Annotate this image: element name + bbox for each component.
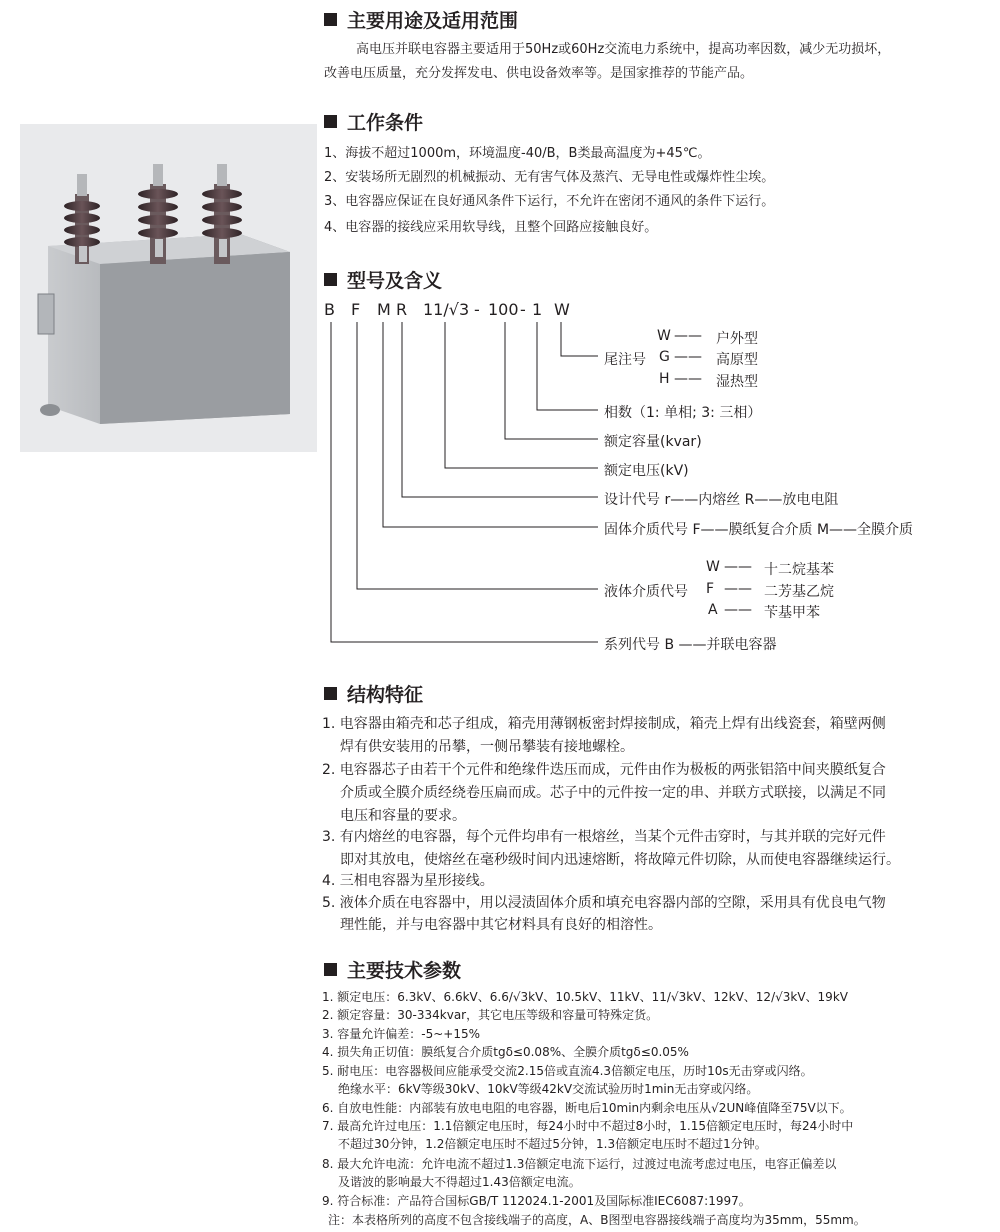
structure-line: 1. 电容器由箱壳和芯子组成，箱壳用薄钢板密封焊接制成，箱壳上焊有出线瓷套，箱壁两侧 <box>322 716 886 732</box>
code-phase: 1 <box>532 300 543 319</box>
code-B: B <box>324 300 335 319</box>
model-design: 设计代号 r——内熔丝 R——放电电阻 <box>604 492 839 508</box>
param-line: 7. 最高允许过电压：1.1倍额定电压时，每24小时中不超过8小时，1.15倍额定电压时，每24小时中 <box>322 1119 854 1133</box>
usage-line-2: 改善电压质量，充分发挥发电、供电设备效率等。是国家推荐的节能产品。 <box>324 66 754 81</box>
structure-line: 2. 电容器芯子由若干个元件和绝缘件迭压而成，元件由作为极板的两张铝箔中间夹膜纸复合 <box>322 762 886 778</box>
structure-line: 电压和容量的要求。 <box>340 808 466 824</box>
liquid-item-code: F <box>706 581 715 597</box>
model-phase: 相数（1: 单相; 3: 三相） <box>604 405 762 421</box>
structure-line: 5. 液体介质在电容器中，用以浸渍固体介质和填充电容器内部的空隙，采用具有优良电气物 <box>322 895 886 911</box>
condition-item: 1、海拔不超过1000m，环境温度-40/B，B类最高温度为+45℃。 <box>324 146 711 161</box>
condition-item: 4、电容器的接线应采用软导线，且整个回路应接触良好。 <box>324 220 658 235</box>
param-line: 2. 额定容量：30-334kvar，其它电压等级和容量可特殊定货。 <box>322 1008 659 1022</box>
param-line: 3. 容量允许偏差：-5~+15% <box>322 1027 481 1041</box>
suffix-label: 尾注号 <box>604 352 646 368</box>
structure-line: 3. 有内熔丝的电容器，每个元件均串有一根熔丝，当某个元件击穿时，与其并联的完好元件 <box>322 829 886 845</box>
model-solid: 固体介质代号 F——膜纸复合介质 M——全膜介质 <box>604 522 914 538</box>
liquid-item-code: A <box>708 602 718 618</box>
square-bullet-icon <box>324 963 337 976</box>
model-capacity: 额定容量(kvar) <box>604 434 702 450</box>
code-voltage: 11/√3 <box>423 300 470 319</box>
condition-item: 2、安装场所无剧烈的机械振动、无有害气体及蒸汽、无导电性或爆炸性尘埃。 <box>324 170 775 185</box>
suffix-item-dash: —— <box>674 349 702 365</box>
param-note: 注：本表格所列的高度不包含接线端子的高度，A、B图型电容器接线端子高度均为35mm，55mm。 <box>328 1213 866 1227</box>
section-title-structure: 结构特征 <box>324 680 423 707</box>
liquid-item-text: 苄基甲苯 <box>764 605 820 621</box>
liquid-item-dash: —— <box>724 581 752 597</box>
suffix-item-text: 湿热型 <box>716 374 758 390</box>
structure-line: 焊有供安装用的吊攀，一侧吊攀装有接地螺栓。 <box>340 739 634 755</box>
section-title-usage: 主要用途及适用范围 <box>324 6 518 33</box>
code-dash: - <box>520 300 526 319</box>
param-line: 6. 自放电性能：内部装有放电电阻的电容器，断电后10min内剩余电压从√2UN峰值降至75V以下。 <box>322 1101 852 1115</box>
code-R: R <box>396 300 408 319</box>
model-series: 系列代号 B ——并联电容器 <box>604 637 777 653</box>
param-line: 9. 符合标准：产品符合国标GB/T 112024.1-2001及国际标准IEC6087:1997。 <box>322 1194 751 1208</box>
condition-item: 3、电容器应保证在良好通风条件下运行，不允许在密闭不通风的条件下运行。 <box>324 194 775 209</box>
liquid-label: 液体介质代号 <box>604 584 688 600</box>
structure-line: 理性能，并与电容器中其它材料具有良好的相溶性。 <box>340 917 662 933</box>
suffix-item-dash: —— <box>674 371 702 387</box>
param-line: 不超过30分钟，1.2倍额定电压时不超过5分钟，1.3倍额定电压时不超过1分钟。 <box>338 1137 767 1151</box>
suffix-item-code: W <box>657 328 671 344</box>
suffix-item-code: G <box>659 349 670 365</box>
liquid-item-dash: —— <box>724 602 752 618</box>
code-dash: - <box>474 300 480 319</box>
liquid-item-text: 二芳基乙烷 <box>764 584 834 600</box>
section-title-conditions: 工作条件 <box>324 108 423 135</box>
structure-line: 介质或全膜介质经绕卷压扁而成。芯子中的元件按一定的串、并联方式联接，以满足不同 <box>340 785 886 801</box>
param-line: 8. 最大允许电流：允许电流不超过1.3倍额定电流下运行，过渡过电流考虑过电压，电容正偏差以 <box>322 1157 837 1171</box>
param-line: 及谐波的影响最大不得超过1.43倍额定电流。 <box>338 1175 581 1189</box>
param-line: 5. 耐电压：电容器极间应能承受交流2.15倍或直流4.3倍额定电压，历时10s无击穿或闪络。 <box>322 1064 813 1078</box>
param-line: 绝缘水平：6kV等级30kV、10kV等级42kV交流试验历时1min无击穿或闪络。 <box>338 1082 759 1096</box>
param-line: 4. 损失角正切值：膜纸复合介质tgδ≤0.08%、全膜介质tgδ≤0.05% <box>322 1045 689 1059</box>
usage-line-1: 高电压并联电容器主要适用于50Hz或60Hz交流电力系统中，提高功率因数，减少无功损坏， <box>356 42 891 57</box>
section-title-model: 型号及含义 <box>324 266 442 293</box>
section-title-params: 主要技术参数 <box>324 956 461 983</box>
model-voltage: 额定电压(kV) <box>604 463 689 479</box>
liquid-item-code: W <box>706 559 720 575</box>
suffix-item-text: 高原型 <box>716 352 758 368</box>
structure-line: 4. 三相电容器为星形接线。 <box>322 873 494 889</box>
suffix-item-text: 户外型 <box>716 331 758 347</box>
code-M: M <box>377 300 391 319</box>
code-capacity: 100 <box>488 300 519 319</box>
suffix-item-dash: —— <box>674 328 702 344</box>
square-bullet-icon <box>324 687 337 700</box>
code-suffix: W <box>554 300 570 319</box>
liquid-item-dash: —— <box>724 559 752 575</box>
code-F: F <box>351 300 361 319</box>
param-line: 1. 额定电压：6.3kV、6.6kV、6.6/√3kV、10.5kV、11kV、11/√3kV、12kV、12/√3kV、19kV <box>322 990 848 1004</box>
suffix-item-code: H <box>659 371 670 387</box>
liquid-item-text: 十二烷基苯 <box>764 562 834 578</box>
structure-line: 即对其放电，使熔丝在毫秒级时间内迅速熔断，将故障元件切除，从而使电容器继续运行。 <box>340 852 900 868</box>
